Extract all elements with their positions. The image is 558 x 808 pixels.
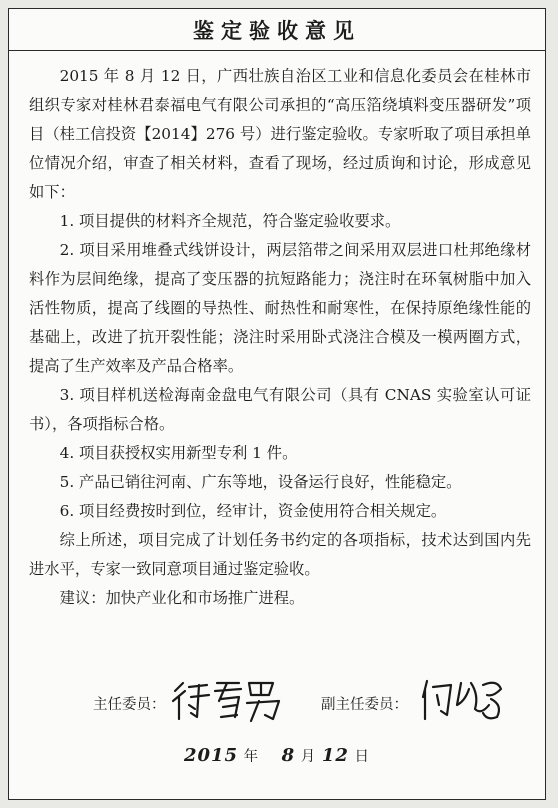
conclusion-paragraph: 综上所述，项目完成了计划任务书约定的各项指标，技术达到国内先进水平，专家一致同意项目通过鉴定验收。 [29,531,531,578]
vice-chair-signature [417,675,513,723]
opinion-item-1: 1. 项目提供的材料齐全规范，符合鉴定验收要求。 [59,212,401,230]
document-sheet [8,8,546,800]
opinion-item-5: 5. 产品已销往河南、广东等地，设备运行良好，性能稳定。 [59,473,462,491]
opinion-item-3: 3. 项目样机送检海南金盘电气有限公司（具有 CNAS 实验室认可证书），各项指标合格。 [29,386,531,433]
chair-label: 主任委员： [93,697,166,713]
intro-paragraph: 2015 年 8 月 12 日，广西壮族自治区工业和信息化委员会在桂林市组织专家对桂林君泰福电气有限公司承担的“高压箔绕填料变压器研发”项目（桂工信投资【2014】276 号）进行鉴定验收。专家听取了项目承担单位情况介绍，审查了相关材料，查看了现场，经过质询和讨论，形成意见如下： [29,67,531,201]
opinion-item-2: 2. 项目采用堆叠式线饼设计，两层箔带之间采用双层进口杜邦绝缘材料作为层间绝缘，提高了变压器的抗短路能力；浇注时在环氧树脂中加入活性物质，提高了线圈的导热性、耐热性和耐寒性，在保持原绝缘性能的基础上，改进了抗开裂性能；浇注时采用卧式浇注合模及一模两圈方式，提高了生产效率及产品合格率。 [29,241,531,375]
title-bar [9,9,545,51]
date-day: 12 [321,745,349,766]
date-month: 8 [281,745,296,766]
signing-date [9,745,545,766]
suggestion-paragraph: 建议：加快产业化和市场推广进程。 [59,589,305,607]
date-year-unit: 年 [243,749,260,765]
date-month-unit: 月 [300,749,317,765]
vice-chair-label: 副主任委员： [321,697,408,713]
document-title: 鉴定验收意见 [193,17,361,43]
date-day-unit: 日 [354,749,371,765]
opinion-item-6: 6. 项目经费按时到位，经审计，资金使用符合相关规定。 [59,502,447,520]
signature-block [9,675,545,725]
date-year: 2015 [183,745,239,766]
chair-signature [169,677,287,723]
document-body [9,51,545,613]
opinion-item-4: 4. 项目获授权实用新型专利 1 件。 [59,444,298,462]
